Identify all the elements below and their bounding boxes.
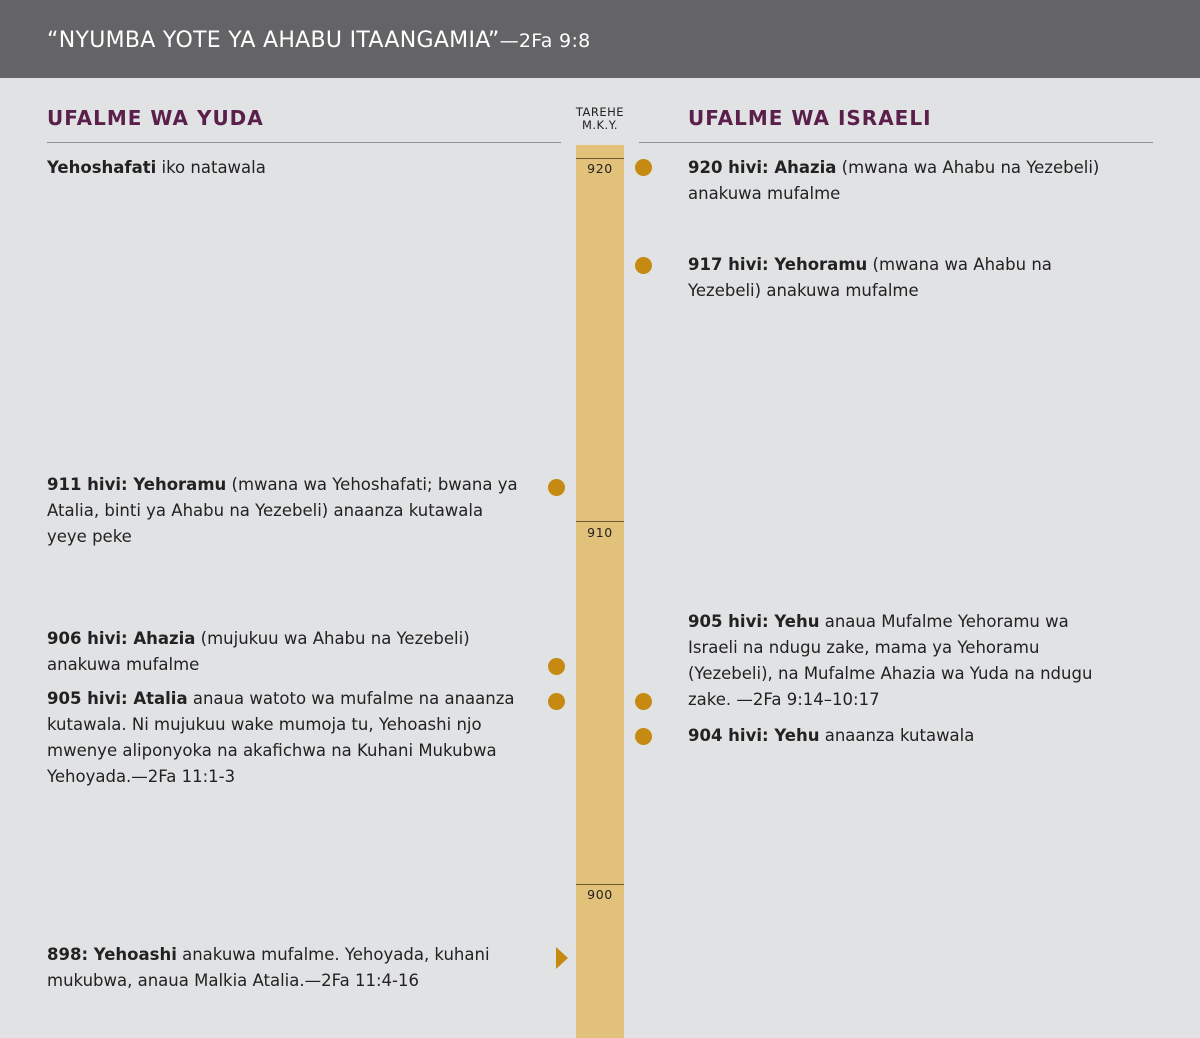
divider-israeli	[639, 142, 1153, 143]
event-israeli-ahazia: 920 hivi: Ahazia (mwana wa Ahabu na Yezebeli) anakuwa mufalme	[688, 158, 1100, 203]
event-israeli-yehu-anaanza: 904 hivi: Yehu anaanza kutawala	[688, 726, 975, 745]
date-heading-line1: TAREHE	[575, 105, 625, 119]
marker-israeli-905	[635, 693, 652, 710]
event-israeli-yehoramu: 917 hivi: Yehoramu (mwana wa Ahabu na Yezebeli) anakuwa mufalme	[688, 255, 1052, 300]
tick-label-900: 900	[587, 887, 613, 902]
tick-line-900	[576, 884, 624, 885]
event-yuda-yehoshafati: Yehoshafati iko natawala	[47, 158, 266, 177]
marker-yuda-898-arrow	[556, 947, 568, 969]
heading-yuda: UFALME WA YUDA	[47, 106, 264, 130]
event-yuda-ahazia: 906 hivi: Ahazia (mujukuu wa Ahabu na Yezebeli) anakuwa mufalme	[47, 629, 470, 674]
tick-label-910: 910	[587, 525, 613, 540]
heading-israeli: UFALME WA ISRAELI	[688, 106, 932, 130]
tick-line-910	[576, 521, 624, 522]
page-title	[47, 28, 591, 53]
event-yuda-yehoramu: 911 hivi: Yehoramu (mwana wa Yehoshafati; bwana ya Atalia, binti ya Ahabu na Yezebeli) anaanza kutawala yeye peke	[47, 475, 518, 546]
marker-israeli-920	[635, 159, 652, 176]
event-yuda-yehoashi: 898: Yehoashi anakuwa mufalme. Yehoyada, kuhani mukubwa, anaua Malkia Atalia.—2Fa 11:4-16	[47, 945, 490, 990]
marker-yuda-906	[548, 658, 565, 675]
title-reference: —2Fa 9:8	[499, 30, 591, 52]
divider-yuda	[47, 142, 561, 143]
tick-label-920: 920	[587, 161, 613, 176]
event-israeli-yehu-anaua: 905 hivi: Yehu anaua Mufalme Yehoramu wa Israeli na ndugu zake, mama ya Yehoramu (Yezebeli), na Mufalme Ahazia wa Yuda na ndugu zake. —2Fa 9:14–10:17	[688, 612, 1093, 709]
event-yuda-atalia: 905 hivi: Atalia anaua watoto wa mufalme na anaanza kutawala. Ni mujukuu wake mumoja tu, Yehoashi njo mwenye aliponyoka na akafichwa na Kuhani Mukubwa Yehoyada.—2Fa 11:1-3	[47, 689, 515, 786]
marker-israeli-904	[635, 728, 652, 745]
date-heading	[566, 106, 634, 132]
tick-line-920	[576, 158, 624, 159]
header-bar	[0, 0, 1200, 78]
date-heading-line2: M.K.Y.	[581, 118, 619, 132]
marker-yuda-905	[548, 693, 565, 710]
marker-israeli-917	[635, 257, 652, 274]
marker-yuda-911	[548, 479, 565, 496]
timeline-bar	[576, 145, 624, 1038]
title-text: “NYUMBA YOTE YA AHABU ITAANGAMIA”	[47, 28, 500, 53]
